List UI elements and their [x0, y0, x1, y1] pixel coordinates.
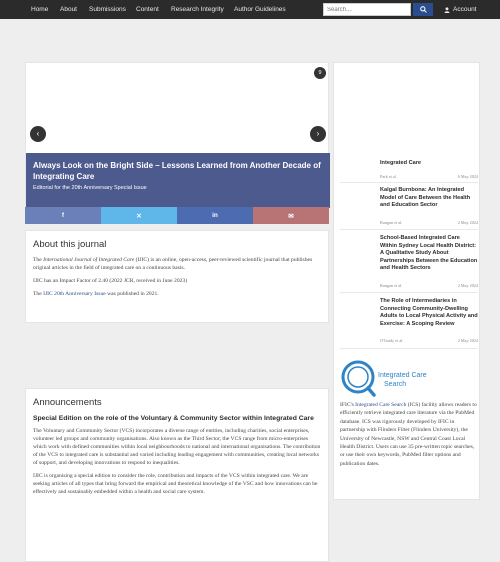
article-date: 2 May 2024	[457, 220, 478, 225]
article-title[interactable]: Kalgal Burnbona: An Integrated Model of Care Between the Health and Education Sector	[380, 187, 471, 209]
divider	[340, 348, 478, 349]
slider-next-button[interactable]: ›	[310, 126, 326, 142]
facebook-icon: f	[61, 212, 65, 219]
article-title[interactable]: The Role of Intermediaries in Connecting Community-Dwelling Adults to Local Physical Activity and Exercise: A Scoping Review	[380, 298, 478, 327]
account-menu[interactable]	[444, 0, 477, 19]
right-sidebar	[333, 62, 480, 500]
email-share-button[interactable]	[253, 207, 329, 224]
ics-logo-line1: Integrated Care	[378, 372, 427, 379]
nav-content[interactable]: Content	[136, 6, 159, 13]
announcement-paragraph-2: IJIC is organising a special edition to consider the role, contribution and impacts of the VCS within integrated care. We are seeking articles of all types that bring forward the empirical and theoretical knowledge of the VSC and how innovations can be effectively and sustainably embedded within a health and social care system.	[33, 473, 318, 495]
announcements-card	[25, 388, 329, 562]
announcement-title[interactable]: Special Edition on the role of the Voluntary & Community Sector within Integrated Care	[33, 415, 314, 422]
integrated-care-search-logo[interactable]	[340, 360, 427, 398]
featured-slider	[25, 62, 329, 207]
about-heading: About this journal	[33, 239, 107, 250]
slider-prev-button[interactable]: ‹	[30, 126, 46, 142]
divider	[340, 182, 478, 183]
announcements-heading: Announcements	[33, 397, 102, 408]
about-paragraph-2: IJIC has an Impact Factor of 2.40 (2022 JCR, received in June 2023)	[33, 278, 188, 284]
nav-about[interactable]: About	[60, 6, 77, 13]
article-author: Rungan et al.	[380, 220, 403, 225]
article-item[interactable]	[340, 235, 478, 290]
article-meta	[380, 174, 478, 179]
search-button[interactable]	[413, 3, 433, 16]
nav-submissions[interactable]: Submissions	[89, 6, 126, 13]
article-thumbnail	[340, 187, 370, 215]
article-thumbnail	[340, 235, 370, 263]
ics-logo-graphic	[340, 360, 427, 398]
search-input[interactable]	[323, 3, 411, 16]
account-label: Account	[453, 6, 477, 13]
announcement-paragraph-1: The Voluntary and Community Sector (VCS) incorporates a diverse range of entities, including charities, social enterprises, volunteer led groups and community organisations. Also known as the Third Sector, the VCS range from micro-enterprises which work with defined communities within local neighbourhoods to national and international organisations. The contribution of the VCS to integrated care is substantial and varied including leading engagement with communities, creating local networks of support, and developing innovations to respond to inequalities.	[33, 428, 321, 466]
search-icon	[420, 6, 427, 13]
article-author: O'Grady et al.	[380, 338, 404, 343]
article-item[interactable]	[340, 187, 478, 227]
article-thumbnail	[340, 298, 370, 326]
anniversary-issue-link[interactable]: IJIC 20th Anniversary Issue	[43, 291, 106, 297]
slide-title[interactable]: Always Look on the Bright Side – Lessons Learned from Another Decade of Integrating Care	[33, 161, 321, 181]
share-bar	[25, 207, 329, 224]
article-meta	[380, 220, 478, 225]
nav-home[interactable]: Home	[31, 6, 49, 13]
slide-count-badge: 9	[314, 67, 326, 79]
divider	[340, 292, 478, 293]
article-author: Rungan et al.	[380, 283, 403, 288]
article-item[interactable]	[340, 160, 478, 182]
about-paragraph-3: The IJIC 20th Anniversary Issue was published in 2021.	[33, 291, 159, 297]
nav-research-integrity[interactable]: Research Integrity	[171, 6, 224, 13]
linkedin-icon: in	[212, 212, 218, 219]
article-date: 6 May 2024	[457, 174, 478, 179]
email-icon: ✉	[288, 212, 294, 220]
main-column	[25, 62, 329, 500]
article-date: 2 May 2024	[457, 283, 478, 288]
x-icon: ✕	[136, 212, 142, 220]
slide-caption[interactable]	[26, 153, 330, 208]
ics-logo-line2: Search	[384, 381, 407, 388]
article-meta	[380, 283, 478, 288]
article-meta	[380, 338, 478, 343]
divider	[340, 229, 478, 230]
article-item[interactable]	[340, 298, 478, 344]
linkedin-share-button[interactable]	[177, 207, 253, 224]
journal-name: International Journal of Integrated Care	[43, 257, 135, 263]
facebook-share-button[interactable]	[25, 207, 101, 224]
article-title[interactable]: Integrated Care	[380, 160, 422, 166]
about-journal-card	[25, 230, 329, 323]
article-title[interactable]: School-Based Integrated Care Within Sydney Local Health District: A Qualitative Study About Partnerships Between the Education and Health Sectors	[380, 235, 478, 272]
ics-description: IFIC's Integrated Care Search (ICS) facility allows readers to efficiently retrieve integrated care literature via the PubMed database. ICS was rigorously developed by IFIC in partnership with Flinders Filter (Flinders University), the University of Newcastle, NSW and Central Coast Local Health District. Users can use 35 pre-written topic searches, or use their own keywords, PubMed filter options and publication dates.	[340, 402, 477, 467]
top-navigation	[0, 0, 500, 19]
x-share-button[interactable]	[101, 207, 177, 224]
article-date: 2 May 2024	[457, 338, 478, 343]
nav-author-guidelines[interactable]: Author Guidelines	[234, 6, 286, 13]
about-paragraph-1: The International Journal of Integrated Care (IJIC) is an online, open-access, peer-reviewed scientific journal that publishes original articles in the field of integrated care on a continuous basis.	[33, 257, 313, 271]
article-author: Park et al.	[380, 174, 397, 179]
ics-link[interactable]: Integrated Care Search	[355, 402, 407, 408]
slide-subtitle: Editorial for the 20th Anniversary Special Issue	[33, 185, 147, 191]
user-icon	[444, 7, 450, 13]
